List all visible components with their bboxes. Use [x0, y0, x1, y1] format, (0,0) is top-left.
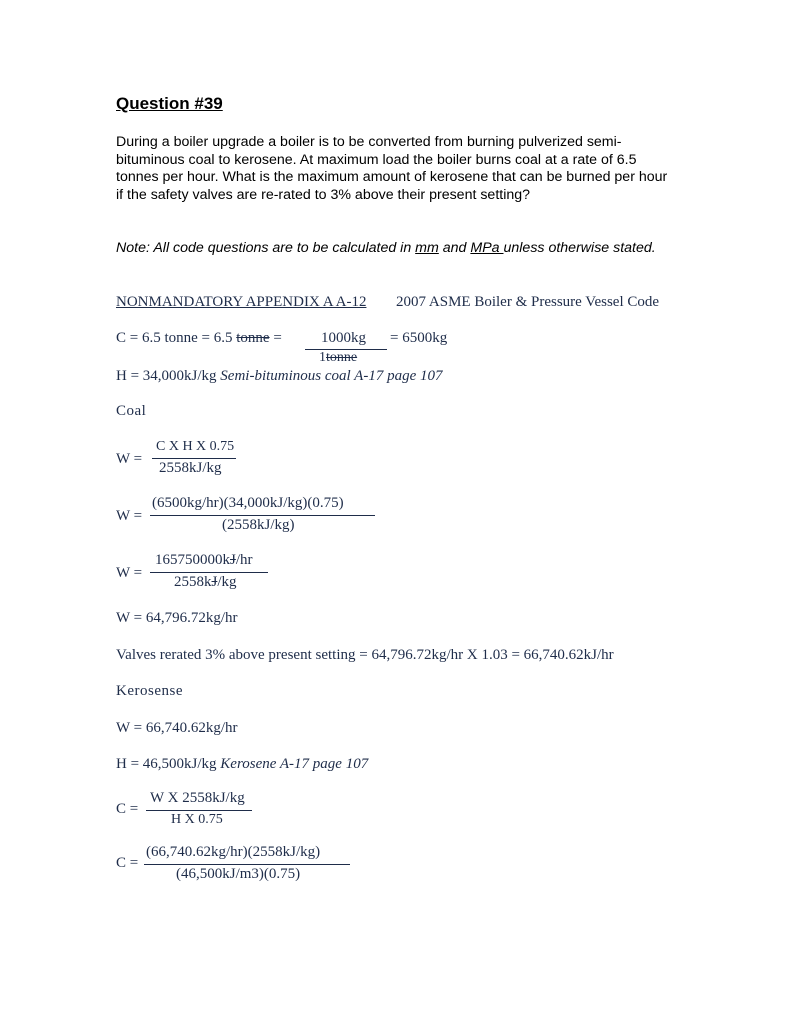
reference-appendix: NONMANDATORY APPENDIX A A-12 — [116, 294, 367, 310]
coal-simplified-bar — [150, 572, 268, 573]
simplified-num-struck: J — [230, 552, 236, 568]
note-text — [116, 240, 676, 258]
valves-rerated: Valves rerated 3% above present setting = 64,796.72kg/hr X 1.03 = 66,740.62kJ/hr — [116, 647, 614, 663]
coal-heat-value — [116, 368, 443, 385]
kerosene-substituted-numerator: (66,740.62kg/hr)(2558kJ/kg) — [146, 844, 321, 860]
coal-heat-text: H = 34,000kJ/kg — [116, 368, 221, 384]
coal-conversion-numerator: 1000kg — [321, 330, 366, 346]
kerosene-formula-bar — [146, 810, 252, 811]
coal-substituted-denominator: (2558kJ/kg) — [222, 517, 295, 533]
coal-formula-numerator: C X H X 0.75 — [156, 439, 235, 454]
note-mpa: MPa — [470, 240, 504, 256]
simplified-num-suffix: /hr — [235, 552, 253, 568]
coal-conversion-denominator — [319, 350, 357, 366]
kerosene-w: W = 66,740.62kg/hr — [116, 720, 238, 736]
kerosene-heat-text: H = 46,500kJ/kg — [116, 756, 221, 772]
coal-substituted-bar — [150, 515, 375, 516]
coal-conversion-result: = 6500kg — [390, 330, 448, 346]
simplified-den-struck: J — [211, 574, 218, 590]
question-body: During a boiler upgrade a boiler is to be converted from burning pulverized semi-bituminous coal to kerosene. At maximum load the boiler burns coal at a rate of 6.5 tonnes per hour. What is the maximum amount of kerosene that can be burned per hour if the safety valves are re-rated to 3% above their present setting? — [116, 134, 668, 203]
note-mm: mm — [415, 240, 439, 256]
kerosene-formula-numerator: W X 2558kJ/kg — [150, 790, 245, 806]
kerosene-substituted-bar — [144, 864, 350, 865]
kerosene-heading: Kerosense — [116, 683, 183, 699]
denominator-struck: tonne — [326, 350, 358, 365]
reference-code: 2007 ASME Boiler & Pressure Vessel Code — [396, 294, 660, 310]
coal-simplified-lhs: W = — [116, 565, 143, 581]
coal-heat-source: Semi-bituminous coal A-17 page 107 — [220, 368, 443, 384]
kerosene-heat-source: Kerosene A-17 page 107 — [220, 756, 369, 772]
note-suffix: unless otherwise stated. — [503, 240, 656, 256]
kerosene-substituted-denominator: (46,500kJ/m3)(0.75) — [176, 866, 301, 882]
coal-conversion-lhs — [116, 330, 282, 347]
simplified-num-prefix: 165750000k — [155, 552, 230, 568]
kerosene-substituted-lhs: C = — [116, 855, 139, 871]
kerosene-heat-value — [116, 756, 368, 773]
note-and: and — [438, 240, 471, 256]
coal-formula-lhs: W = — [116, 451, 143, 467]
coal-formula-denominator: 2558kJ/kg — [159, 460, 222, 476]
conversion-tonne-struck: tonne — [236, 330, 270, 346]
coal-substituted-numerator: (6500kg/hr)(34,000kJ/kg)(0.75) — [152, 495, 344, 511]
coal-heading: Coal — [116, 403, 147, 419]
simplified-den-suffix: /kg — [217, 574, 237, 590]
note-prefix: Note: All code questions are to be calculated in — [116, 240, 416, 256]
coal-simplified-numerator — [155, 552, 253, 569]
denominator-prefix: 1 — [319, 350, 326, 365]
coal-result: W = 64,796.72kg/hr — [116, 610, 238, 626]
question-title: Question #39 — [116, 94, 223, 113]
coal-formula-bar — [152, 458, 236, 459]
coal-simplified-denominator — [174, 574, 237, 591]
simplified-den-prefix: 2558k — [174, 574, 212, 590]
kerosene-formula-denominator: H X 0.75 — [171, 812, 223, 827]
conversion-lhs-text: C = 6.5 tonne = 6.5 — [116, 330, 237, 346]
coal-substituted-lhs: W = — [116, 508, 143, 524]
conversion-equals: = — [269, 330, 282, 346]
kerosene-formula-lhs: C = — [116, 801, 139, 817]
